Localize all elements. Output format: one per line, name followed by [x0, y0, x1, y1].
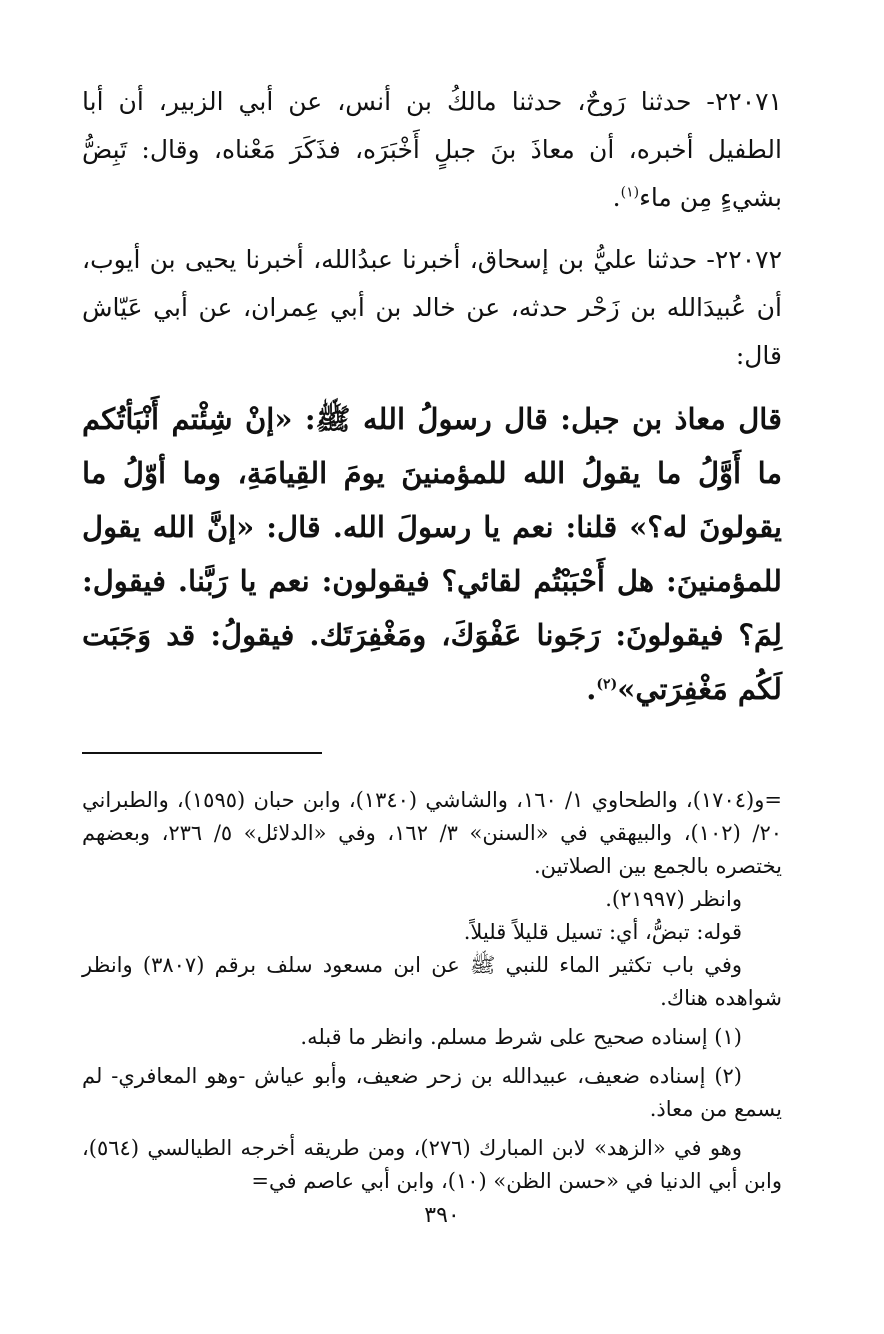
hadith-main-text: قال معاذ بن جبل: قال رسولُ الله ﷺ: «إنْ شِئْتم أَنْبَأتُكم ما أَوَّلُ ما يقولُ الله للمؤمنينَ يومَ القِيامَةِ، وما أوّلُ ما يقولونَ له؟» قلنا: نعم يا رسولَ الله. قال: «إنَّ الله يقول للمؤمنينَ: هل أَحْبَبْتُم لقائي؟ فيقولون: نعم يا رَبَّنا. فيقول: لِمَ؟ فيقولونَ: رَجَونا عَفْوَكَ، ومَغْفِرَتَك. فيقولُ: قد وَجَبَت لَكُم مَغْفِرَتي»	[82, 402, 782, 706]
footnote-see-also: وانظر (٢١٩٩٧).	[605, 887, 742, 911]
hadith-22071-text: ٢٢٠٧١- حدثنا رَوحٌ، حدثنا مالكُ بن أنس، عن أبي الزبير، أن أبا الطفيل أخبره، أن معاذَ بنَ جبلٍ أَخْبَرَه، فذَكَرَ مَعْناه، وقال: تَبِضُّ بشيءٍ مِن ماء	[82, 87, 782, 212]
footnote-ref-2: (٢)	[596, 676, 618, 693]
footnote-2: (٢) إسناده ضعيف، عبيدالله بن زحر ضعيف، وأبو عياش -وهو المعافري- لم يسمع من معاذ.	[82, 1064, 782, 1121]
footnotes	[82, 784, 782, 1198]
footnote-word-meaning: قوله: تبضُّ، أي: تسيل قليلاً قليلاً.	[463, 920, 742, 944]
hadith-main-end: .	[586, 672, 597, 706]
footnote-ref-1: (١)	[620, 184, 640, 201]
footnote-2-sources: وهو في «الزهد» لابن المبارك (٢٧٦)، ومن طريقه أخرجه الطيالسي (٥٦٤)، وابن أبي الدنيا في «حسن الظن» (١٠)، وابن أبي عاصم في=	[82, 1136, 782, 1193]
page-number: ٣٩٠	[424, 1203, 460, 1228]
footnote-1: (١) إسناده صحيح على شرط مسلم. وانظر ما قبله.	[300, 1025, 742, 1049]
footnote-divider	[82, 752, 322, 754]
footnote-continuation: =و(١٧٠٤)، والطحاوي ١/ ١٦٠، والشاشي (١٣٤٠)، وابن حبان (١٥٩٥)، والطبراني ٢٠/ (١٠٢)، والبيهقي في «السنن» ٣/ ١٦٢، وفي «الدلائل» ٥/ ٢٣٦، وبعضهم يختصره بالجمع بين الصلاتين.	[82, 788, 782, 878]
footnote-chapter-ref: وفي باب تكثير الماء للنبي ﷺ عن ابن مسعود سلف برقم (٣٨٠٧) وانظر شواهده هناك.	[82, 953, 782, 1010]
hadith-22071	[82, 78, 782, 222]
hadith-22071-end: .	[612, 183, 621, 212]
hadith-22072-isnad: ٢٢٠٧٢- حدثنا عليُّ بن إسحاق، أخبرنا عبدُالله، أخبرنا يحيى بن أيوب، أن عُبيدَالله بن زَحْر حدثه، عن خالد بن أبي عِمران، عن أبي عَيّاش قال:	[82, 245, 782, 370]
page-body	[82, 78, 782, 1198]
hadith-22072-matn	[82, 392, 782, 716]
